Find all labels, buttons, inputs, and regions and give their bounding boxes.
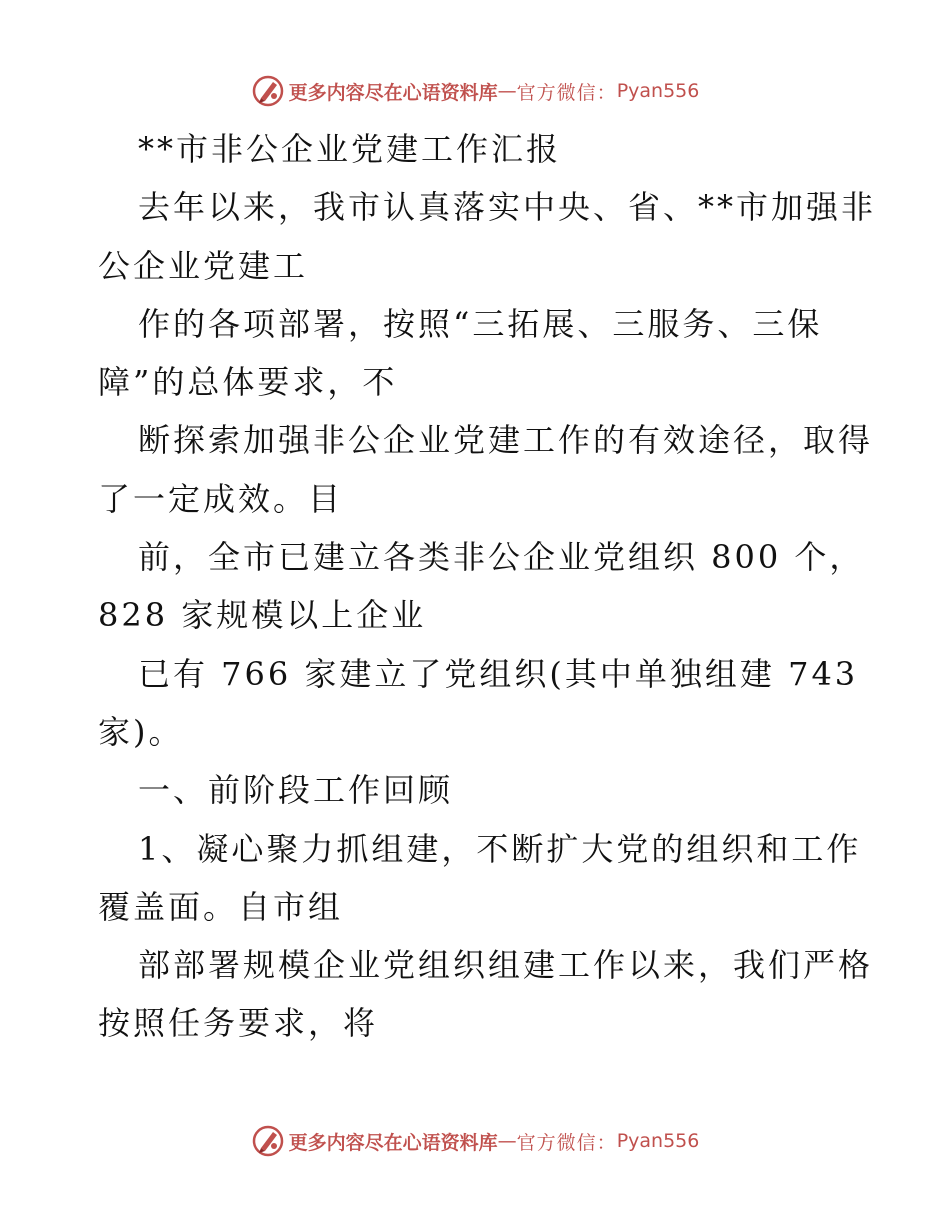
watermark-wechat-id: Pyan556 [616, 1130, 700, 1152]
footer-watermark [0, 1124, 950, 1158]
pen-logo-icon [251, 1124, 285, 1158]
document-title: **市非公企业党建工作汇报 [138, 130, 562, 168]
watermark-sub-text: 官方微信： [516, 1131, 617, 1154]
text-line: 已有 766 家建立了党组织(其中单独组建 743 [138, 654, 859, 693]
text-line: 部部署规模企业党组织组建工作以来，我们严格 [138, 946, 874, 985]
text-line: 1、凝心聚力抓组建，不断扩大党的组织和工作 [138, 829, 862, 868]
watermark-dash: — [497, 1130, 517, 1152]
text-line: 断探索加强非公企业党建工作的有效途径，取得 [138, 421, 874, 460]
watermark-main-text: 更多内容尽在心语资料库 [288, 1131, 498, 1154]
watermark-dash: — [497, 80, 517, 102]
text-line: 家)。 [98, 712, 184, 751]
text-line: 前，全市已建立各类非公企业党组织 800 个， [138, 538, 865, 577]
watermark-sub-text: 官方微信： [516, 81, 617, 104]
document-body [98, 120, 877, 1053]
text-line: 覆盖面。自市组 [98, 887, 344, 926]
watermark-main-text: 更多内容尽在心语资料库 [288, 81, 498, 104]
text-line: 了一定成效。目 [98, 479, 344, 518]
section-heading: 一、前阶段工作回顾 [138, 771, 454, 810]
text-line: 作的各项部署，按照“三拓展、三服务、三保 [138, 304, 823, 343]
header-watermark [0, 74, 950, 108]
text-line: 828 家规模以上企业 [98, 596, 427, 635]
text-line: 按照任务要求，将 [98, 1004, 379, 1043]
text-line: 去年以来，我市认真落实中央、省、**市加强非 [138, 188, 877, 227]
watermark-wechat-id: Pyan556 [616, 80, 700, 102]
text-line: 障”的总体要求，不 [98, 363, 398, 402]
pen-logo-icon [251, 74, 285, 108]
text-line: 公企业党建工 [98, 246, 309, 285]
